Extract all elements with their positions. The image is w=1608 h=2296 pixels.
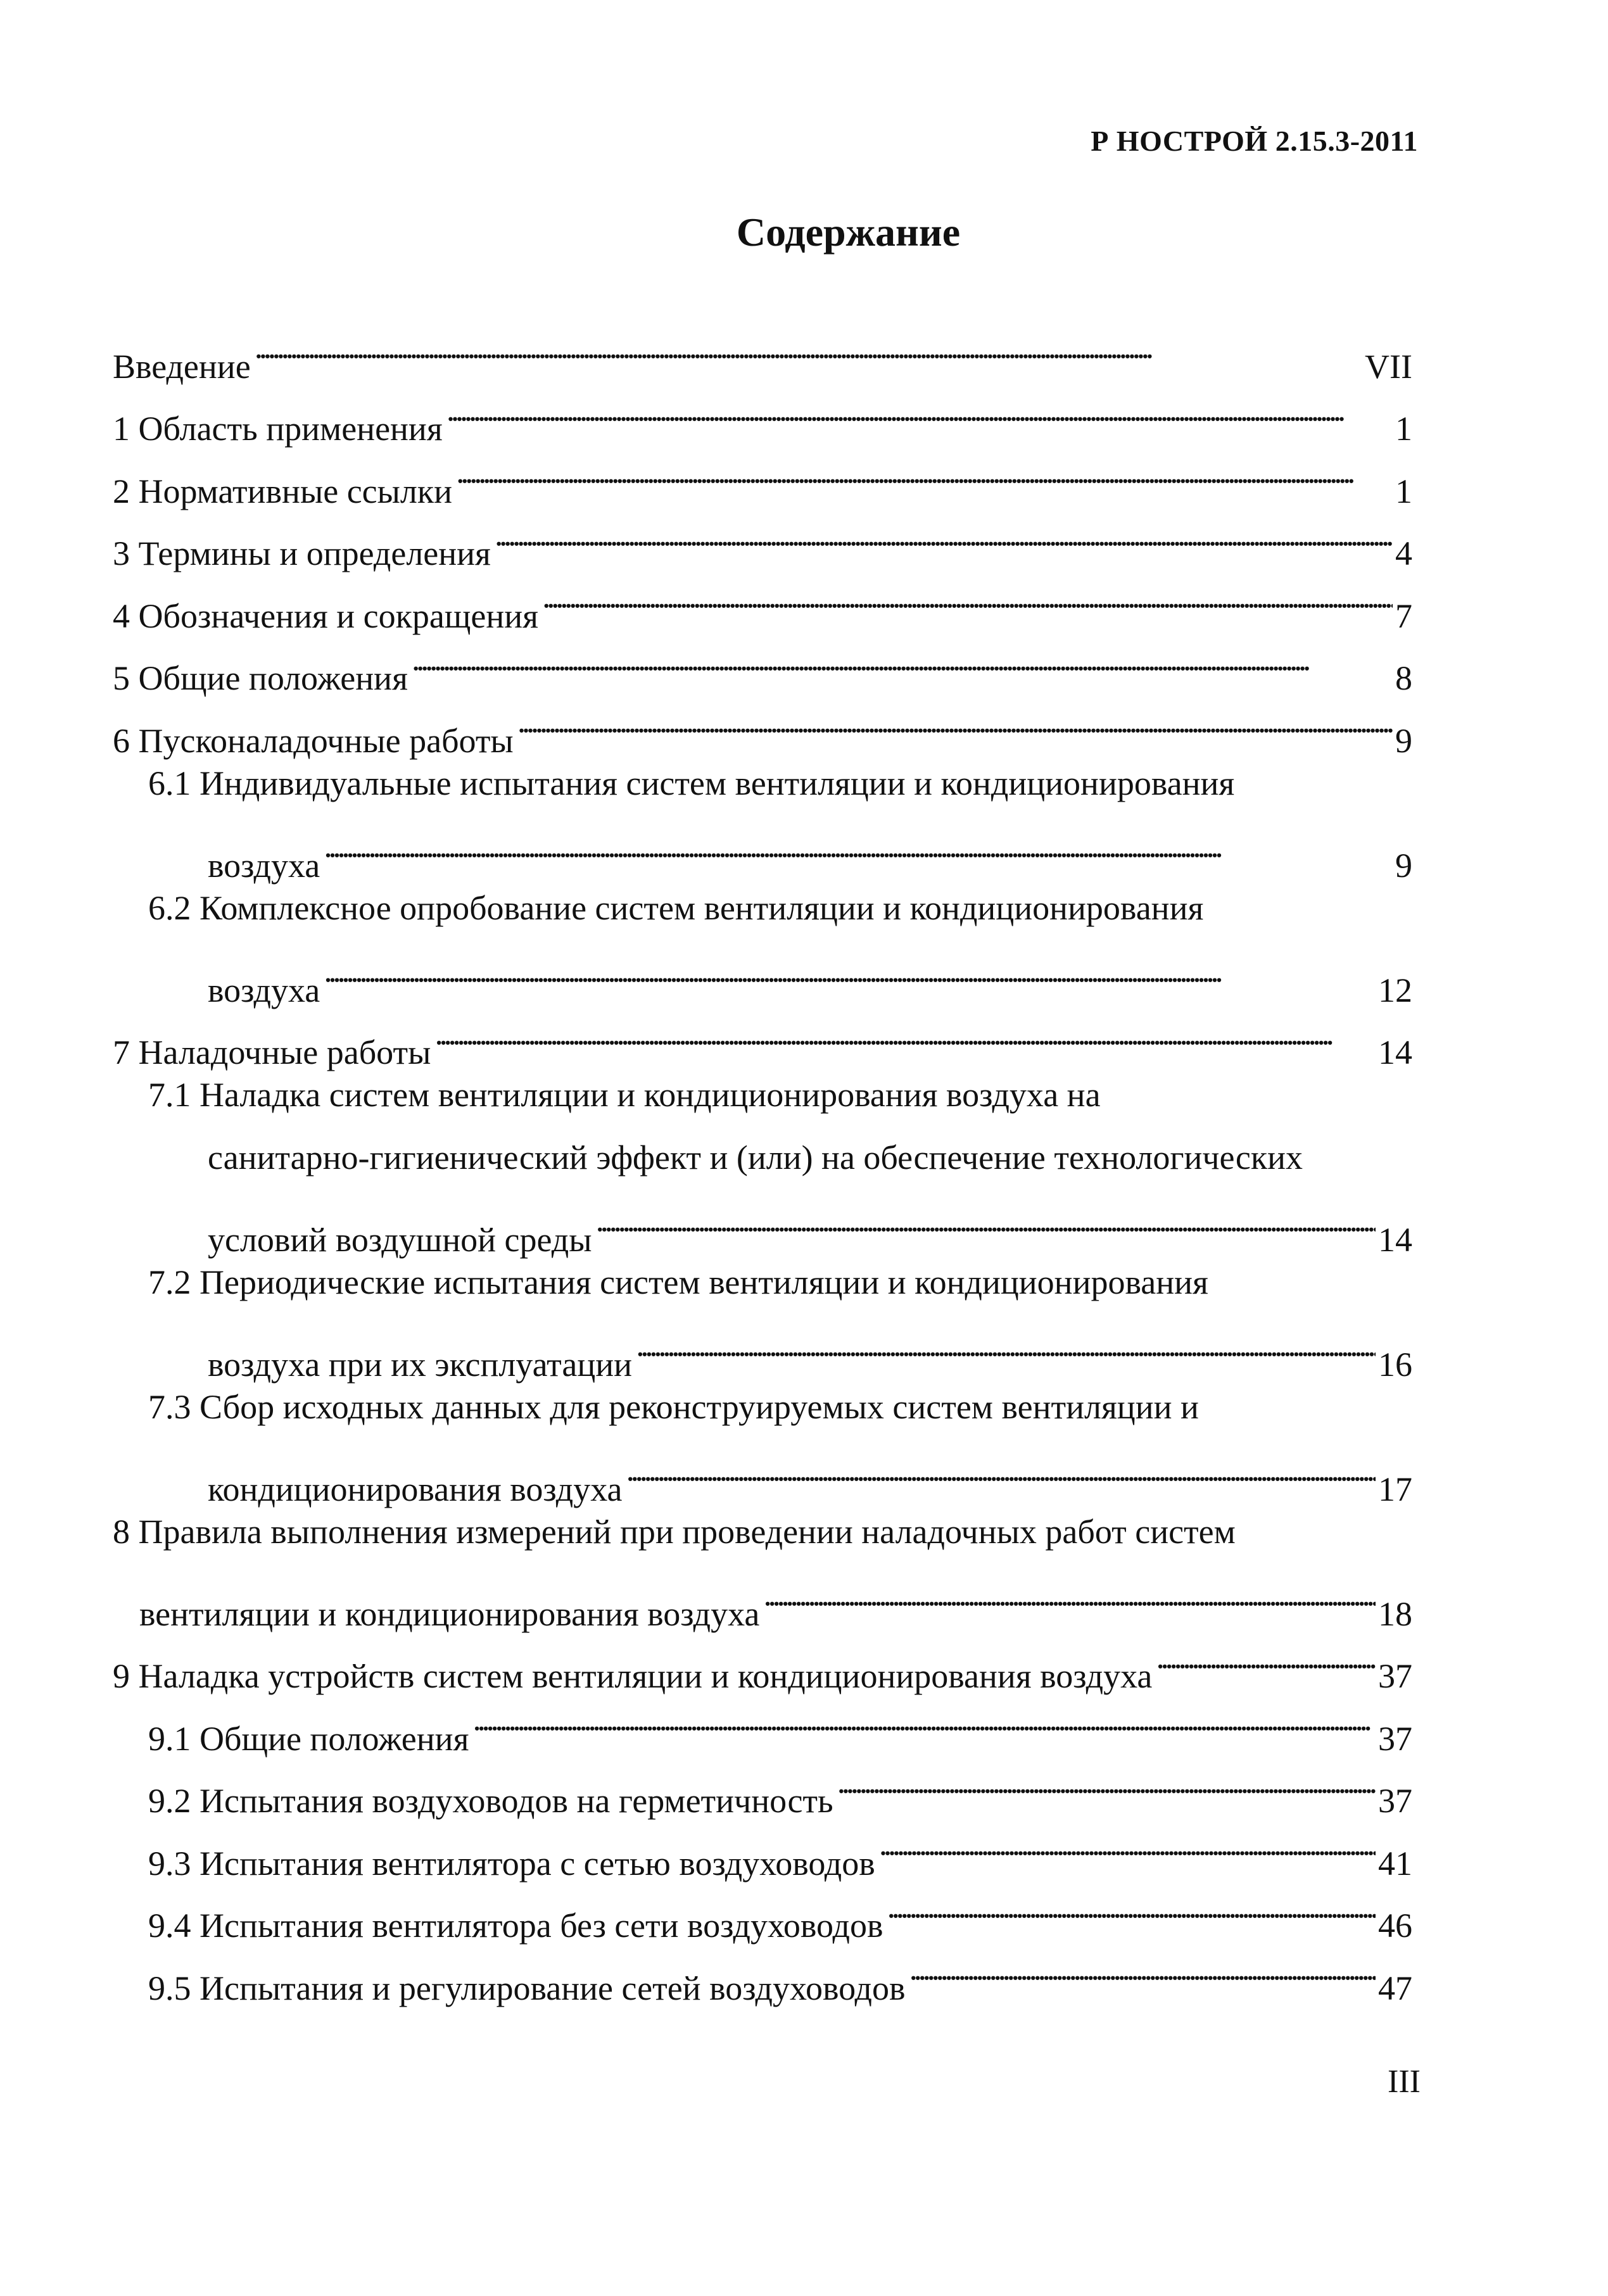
toc-entry-text: 9 Наладка устройств систем вентиляции и кондиционирования воздуха — [113, 1657, 1153, 1695]
toc-dot-leader — [495, 503, 1393, 565]
toc-entry-text: 3 Термины и определения — [113, 534, 491, 572]
toc-entry-text: Введение — [113, 347, 251, 386]
toc-dot-leader — [324, 814, 1393, 877]
toc-entry-text: 9.4 Испытания вентилятора без сети воздуховодов — [148, 1907, 883, 1945]
toc-entry-text: вентиляции и кондиционирования воздуха — [139, 1594, 760, 1633]
toc-entry[interactable] — [113, 315, 1412, 386]
toc-dot-leader — [324, 939, 1376, 1002]
toc-entry-text: кондиционирования воздуха — [208, 1470, 623, 1508]
toc-dot-leader — [456, 440, 1393, 503]
toc-dot-leader — [412, 628, 1393, 690]
toc-entry-text: воздуха — [208, 971, 320, 1009]
toc-dot-leader — [434, 1002, 1376, 1064]
toc-entry-text: санитарно-гигиенический эффект и (или) на обеспечение технологических — [208, 1138, 1303, 1176]
toc-dot-leader — [517, 690, 1393, 752]
toc-entry-page: 1 — [1395, 410, 1412, 448]
toc-dot-leader — [887, 1875, 1376, 1938]
toc-entry-text: воздуха при их эксплуатации — [208, 1345, 633, 1384]
toc-entry-page: 17 — [1378, 1470, 1412, 1508]
toc-dot-leader — [763, 1563, 1376, 1625]
toc-entry-text: 7.3 Сбор исходных данных для реконструируемых систем вентиляции и — [148, 1387, 1199, 1426]
toc-dot-leader — [255, 315, 1362, 378]
toc-entry-page: 41 — [1378, 1844, 1412, 1883]
toc-entry-page: 16 — [1378, 1345, 1412, 1384]
toc-entry[interactable] — [113, 877, 1412, 940]
toc-entry-page: 37 — [1378, 1782, 1412, 1820]
toc-entry-text: 1 Область применения — [113, 410, 443, 448]
toc-entry[interactable] — [113, 939, 1412, 1009]
toc-entry[interactable] — [113, 1313, 1412, 1384]
toc-entry-text: 9.2 Испытания воздуховодов на герметичность — [148, 1782, 833, 1820]
toc-entry[interactable] — [113, 1189, 1412, 1259]
toc-dot-leader — [837, 1750, 1376, 1813]
toc-entry-page: 37 — [1378, 1719, 1412, 1758]
toc-entry-page: 46 — [1378, 1907, 1412, 1945]
toc-entry-text: 2 Нормативные ссылки — [113, 472, 452, 510]
toc-entry-page: 9 — [1395, 721, 1412, 760]
page-title: Содержание — [736, 210, 961, 255]
toc-entry-text: 8 Правила выполнения измерений при проведении наладочных работ систем — [113, 1512, 1236, 1551]
toc-entry-page: 12 — [1378, 971, 1412, 1009]
toc-dot-leader — [446, 378, 1393, 441]
toc-entry-text: условий воздушной среды — [208, 1220, 592, 1259]
toc-dot-leader — [626, 1438, 1376, 1501]
toc-entry[interactable] — [113, 1438, 1412, 1508]
toc-entry[interactable] — [113, 1501, 1412, 1563]
toc-entry[interactable] — [113, 1126, 1412, 1189]
toc-entry-page: 9 — [1395, 846, 1412, 885]
toc-entry-text: 9.1 Общие положения — [148, 1719, 469, 1758]
toc-entry-page: 7 — [1395, 596, 1412, 635]
toc-entry[interactable] — [113, 1251, 1412, 1314]
toc-dot-leader — [636, 1313, 1376, 1376]
toc-entry-page: 14 — [1378, 1033, 1412, 1071]
page-number: III — [1388, 2064, 1421, 2100]
toc-dot-leader — [1156, 1625, 1376, 1688]
toc-entry-text: 7 Наладочные работы — [113, 1033, 431, 1071]
toc-dot-leader — [472, 1687, 1376, 1750]
toc-entry-text: 6.2 Комплексное опробование систем вентиляции и кондиционирования — [148, 888, 1204, 927]
document-code: Р НОСТРОЙ 2.15.3-2011 — [1091, 125, 1418, 157]
toc-entry-text: 9.3 Испытания вентилятора с сетью воздуховодов — [148, 1844, 875, 1883]
toc-entry[interactable] — [113, 814, 1412, 885]
toc-entry-page: 4 — [1395, 534, 1412, 572]
toc-entry-text: 9.5 Испытания и регулирование сетей воздуховодов — [148, 1969, 906, 2007]
toc-entry[interactable] — [113, 1064, 1412, 1126]
toc-entry-text: 7.2 Периодические испытания систем вентиляции и кондиционирования — [148, 1263, 1208, 1301]
toc-entry-page: 14 — [1378, 1220, 1412, 1259]
toc-dot-leader — [596, 1189, 1376, 1251]
toc-entry[interactable] — [113, 752, 1412, 815]
toc-dot-leader — [879, 1812, 1376, 1875]
toc-entry[interactable] — [113, 1563, 1412, 1633]
toc-entry-page: VII — [1365, 347, 1412, 386]
toc-entry-page: 18 — [1378, 1594, 1412, 1633]
toc-entry-text: 6 Пусконаладочные работы — [113, 721, 514, 760]
toc-entry-text: 5 Общие положения — [113, 659, 408, 697]
toc-entry-text: 6.1 Индивидуальные испытания систем вентиляции и кондиционирования — [148, 764, 1235, 802]
toc-dot-leader — [542, 565, 1393, 628]
table-of-contents — [113, 315, 1412, 2007]
toc-entry-text: воздуха — [208, 846, 320, 885]
toc-entry[interactable] — [113, 378, 1412, 448]
toc-entry-page: 37 — [1378, 1657, 1412, 1695]
toc-entry-page: 8 — [1395, 659, 1412, 697]
toc-entry-page: 1 — [1395, 472, 1412, 510]
toc-entry-text: 7.1 Наладка систем вентиляции и кондиционирования воздуха на — [148, 1076, 1101, 1114]
toc-entry-text: 4 Обозначения и сокращения — [113, 596, 539, 635]
toc-dot-leader — [909, 1937, 1376, 2000]
toc-entry-page: 47 — [1378, 1969, 1412, 2007]
toc-entry[interactable] — [113, 1376, 1412, 1439]
